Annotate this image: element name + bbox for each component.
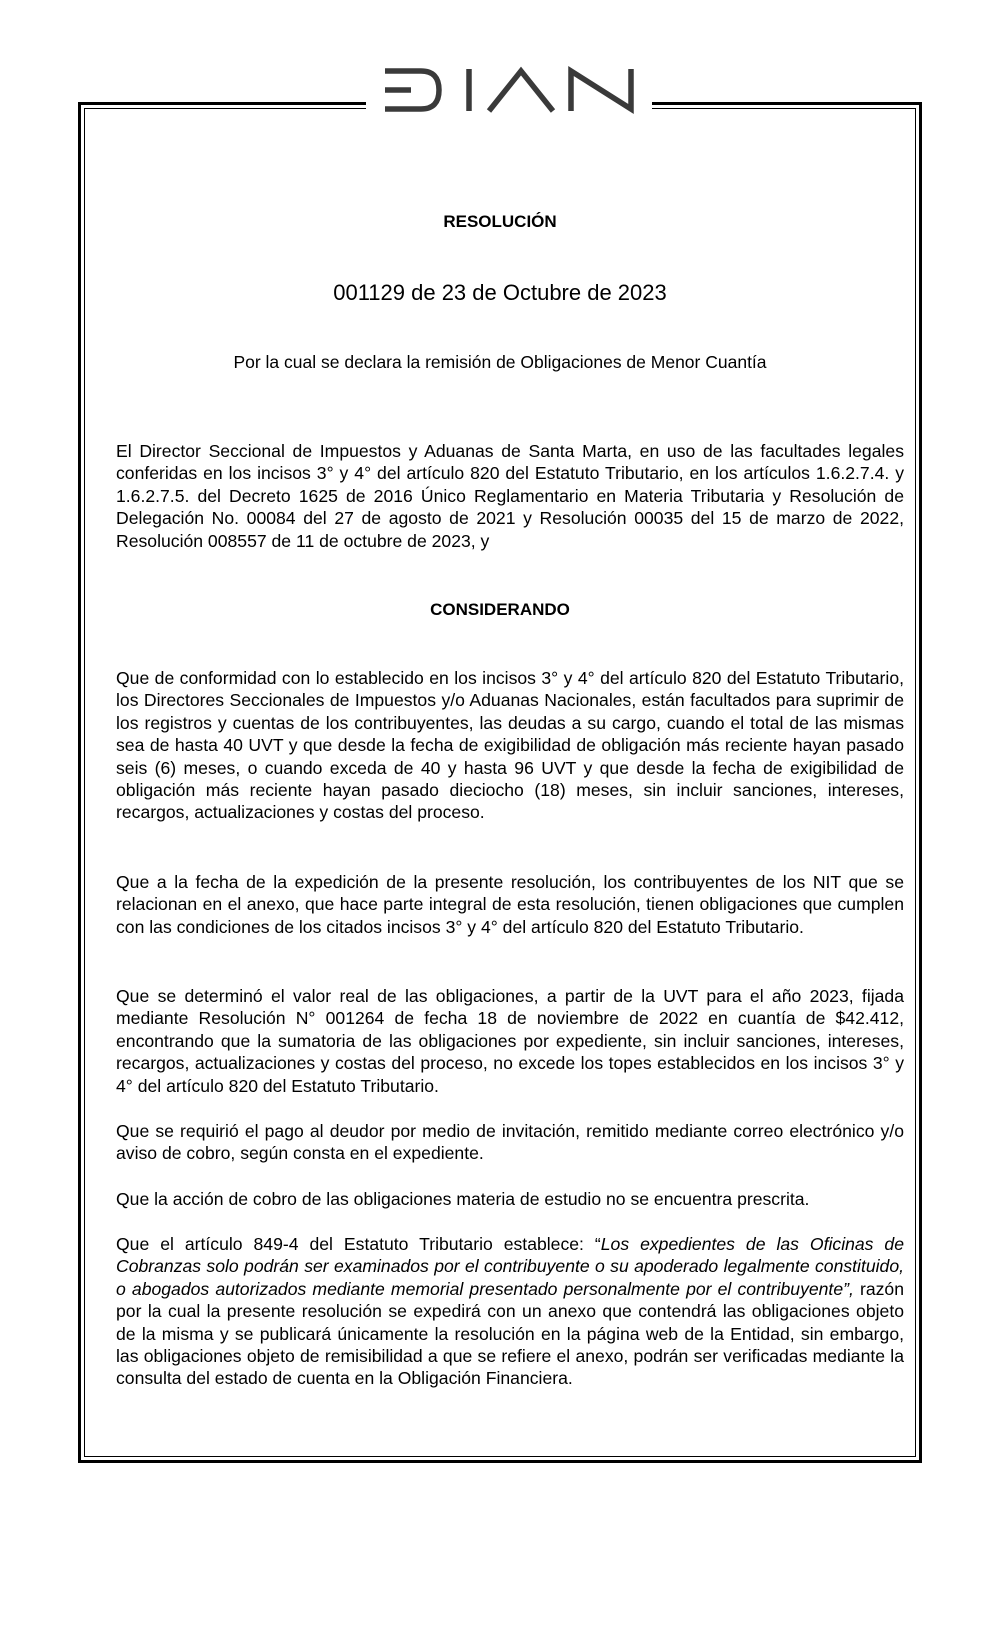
preamble-paragraph: El Director Seccional de Impuestos y Aduanas de Santa Marta, en uso de las facultades legales conferidas en los incisos 3° y 4° del artículo 820 del Estatuto Tributario, en los artículos 1.6.2.7.4. y 1.6.2.7.5. del Decreto 1625 de 2016 Único Reglamentario en Materia Tributaria y Resolución de Delegación No. 00084 del 27 de agosto de 2021 y Resolución 00035 del 15 de marzo de 2022, Resolución 008557 de 11 de octubre de 2023, y [116,441,904,551]
legal-quote: Los expedientes de las Oficinas de Cobranzas solo podrán ser examinados por el contribuyente o su apoderado legalmente constituido, o abogados autorizados mediante memorial presentado personalmente por el contribuyente”, [116,1234,905,1299]
document-heading: RESOLUCIÓN [443,212,557,231]
considerando-paragraph-5: Que la acción de cobro de las obligaciones materia de estudio no se encuentra prescrita. [116,1189,810,1209]
considerando-paragraph-1: Que de conformidad con lo establecido en los incisos 3° y 4° del artículo 820 del Estatuto Tributario, los Directores Seccionales de Impuestos y/o Aduanas Nacionales, están facultados para suprimir de los registros y cuentas de los contribuyentes, las deudas a su cargo, cuando el total de las mismas sea de hasta 40 UVT y que desde la fecha de exigibilidad de obligación más reciente hayan pasado seis (6) meses, o cuando exceda de 40 y hasta 96 UVT y que desde la fecha de exigibilidad de obligación más reciente hayan pasado dieciocho (18) meses, sin incluir sanciones, intereses, recargos, actualizaciones y costas del proceso. [116,668,904,823]
considerando-heading: CONSIDERANDO [430,600,570,619]
considerando-paragraph-4: Que se requirió el pago al deudor por medio de invitación, remitido mediante correo electrónico y/o aviso de cobro, según consta en el expediente. [116,1121,904,1164]
resolution-number: 001129 de 23 de Octubre de 2023 [333,280,667,305]
dian-logo-icon [381,65,637,115]
paragraph-rest: razón por la cual la presente resolución se expedirá con un anexo que contendrá las obligaciones objeto de la misma y se publicará únicamente la resolución en la página web de la Entidad, sin embargo, las obligaciones objeto de remisibilidad a que se refiere el anexo, podrán ser verificadas mediante la consulta del estado de cuenta en la Obligación Financiera. [116,1278,904,1389]
considerando-paragraph-3: Que se determinó el valor real de las obligaciones, a partir de la UVT para el año 2023, fijada mediante Resolución N° 001264 de fecha 18 de noviembre de 2022 en cuantía de $42.412, encontrando que la sumatoria de las obligaciones por expediente, sin incluir sanciones, intereses, recargos, actualizaciones y costas del proceso, no excede los topes establecidos en los incisos 3° y 4° del artículo 820 del Estatuto Tributario. [116,986,904,1096]
paragraph-intro: Que el artículo 849-4 del Estatuto Tributario establece: “ [116,1234,601,1254]
considerando-paragraph-2: Que a la fecha de la expedición de la presente resolución, los contribuyentes de los NIT que se relacionan en el anexo, que hace parte integral de esta resolución, tienen obligaciones que cumplen con las condiciones de los citados incisos 3° y 4° del artículo 820 del Estatuto Tributario. [116,872,904,937]
resolution-subject: Por la cual se declara la remisión de Obligaciones de Menor Cuantía [233,352,767,372]
dian-logo [366,58,652,122]
considerando-paragraph-6 [116,1233,904,1390]
